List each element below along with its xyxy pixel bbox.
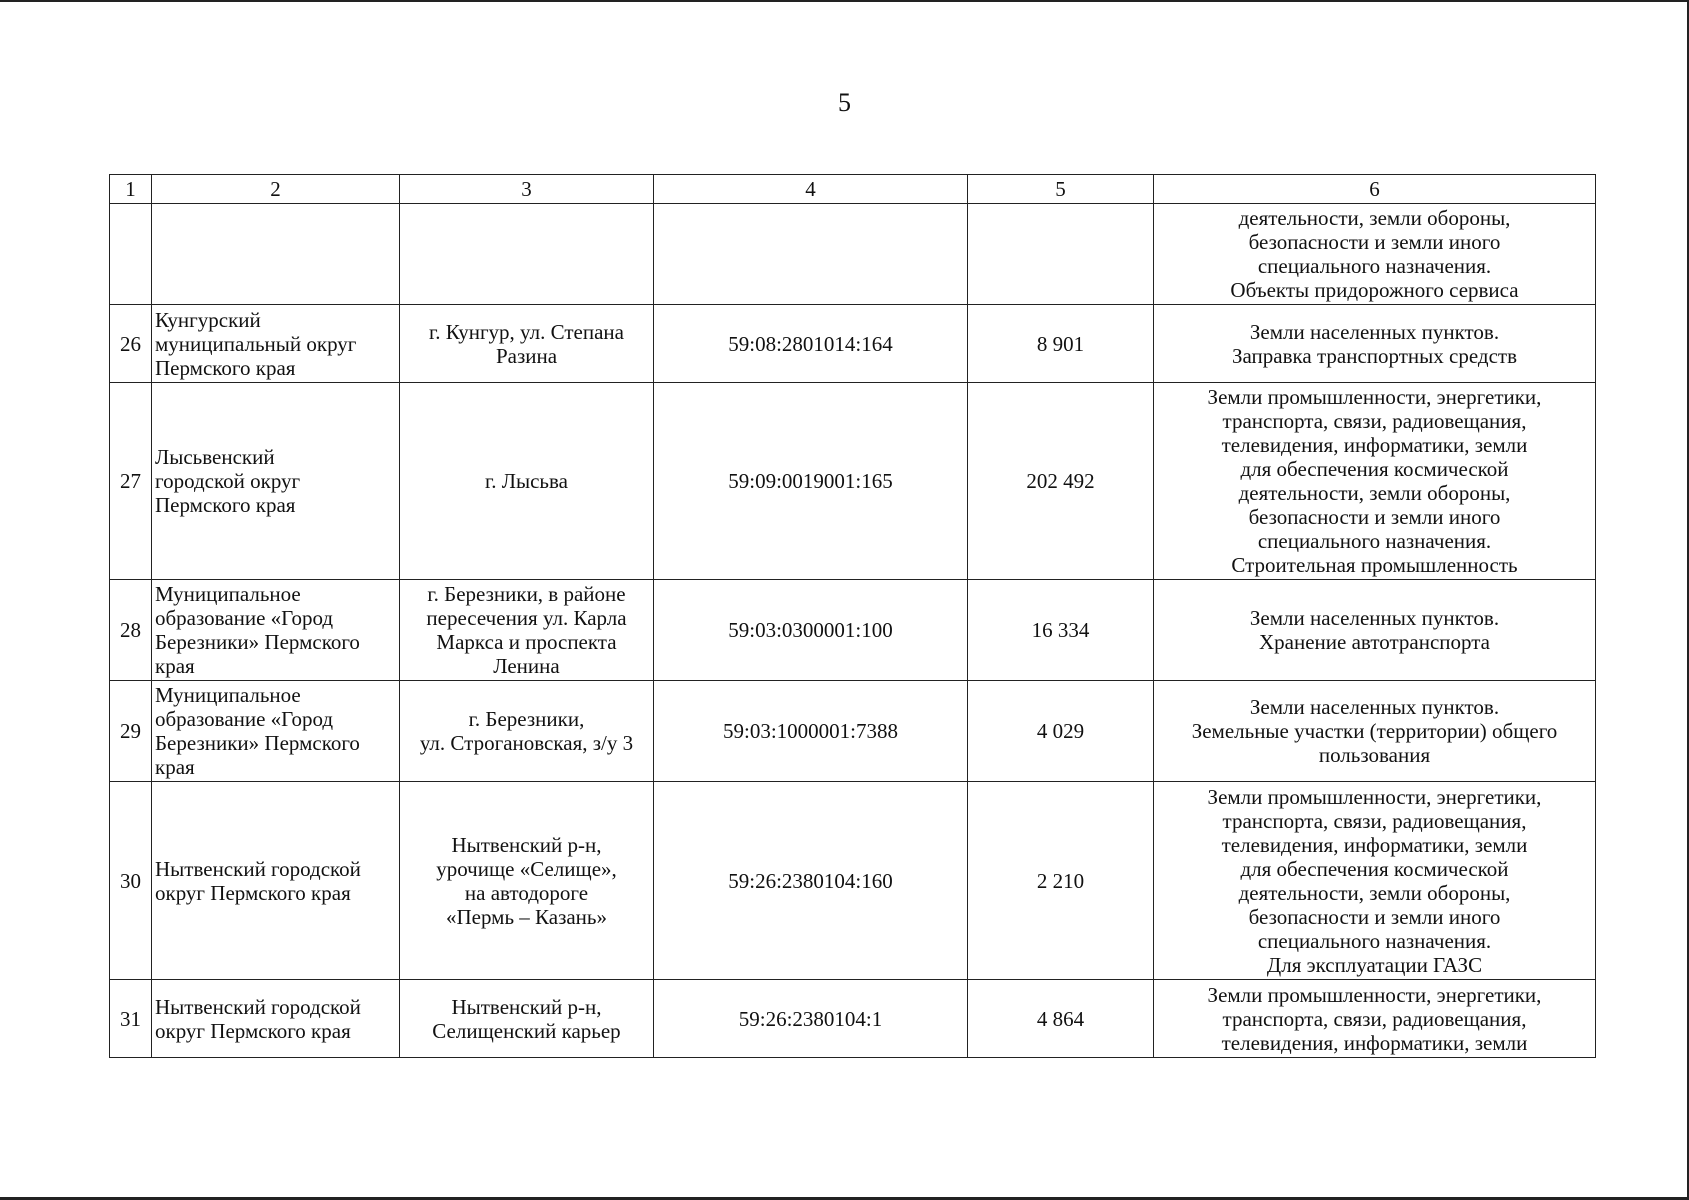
column-header: 6 (1154, 175, 1596, 204)
purpose-cell-line: безопасности и земли иного (1248, 904, 1501, 929)
purpose-cell-line: Земли промышленности, энергетики, (1207, 385, 1542, 409)
purpose-cell-line: телевидения, информатики, земли (1221, 1030, 1528, 1055)
cadastral-number-cell (654, 204, 968, 305)
table-row (110, 580, 1596, 681)
municipality-cell-line: Нытвенский городской (155, 994, 361, 1019)
location-cell-line: г. Лысьва (485, 469, 568, 493)
row-number: 31 (110, 980, 152, 1058)
purpose-cell-line: Земли промышленности, энергетики, (1207, 784, 1542, 809)
area-cell: 16 334 (968, 580, 1154, 681)
municipality-cell-line: Муниципальное (155, 582, 301, 606)
area-cell: 8 901 (968, 305, 1154, 383)
column-header: 5 (968, 175, 1154, 204)
purpose-cell-line: Строительная промышленность (1231, 553, 1518, 577)
location-cell-line: пересечения ул. Карла (426, 606, 627, 630)
column-header: 3 (400, 175, 654, 204)
municipality-cell (152, 580, 400, 681)
location-cell (400, 782, 654, 980)
municipality-cell-line: Пермского края (155, 355, 296, 380)
location-cell-line: Ленина (493, 654, 560, 678)
purpose-cell-line: Для эксплуатации ГАЗС (1266, 952, 1483, 977)
purpose-cell (1154, 305, 1596, 383)
location-cell-line: г. Березники, в районе (427, 582, 626, 606)
municipality-cell-line: Кунгурский (155, 307, 261, 332)
municipality-cell-line: края (155, 755, 195, 779)
location-cell-line: Селищенский карьер (432, 1018, 621, 1043)
purpose-cell-line: Объекты придорожного сервиса (1230, 278, 1519, 302)
location-cell (400, 681, 654, 782)
purpose-cell-line: телевидения, информатики, земли (1221, 832, 1528, 857)
location-cell-line: Нытвенский р-н, (451, 832, 602, 857)
municipality-cell-line: Пермского края (155, 493, 296, 517)
purpose-cell-line: специального назначения. (1257, 254, 1492, 278)
row-number: 27 (110, 383, 152, 580)
purpose-cell-line: деятельности, земли обороны, (1238, 481, 1511, 505)
municipality-cell (152, 980, 400, 1058)
purpose-cell-line: Земельные участки (территории) общего (1191, 719, 1558, 743)
table-row (110, 782, 1596, 980)
column-header: 4 (654, 175, 968, 204)
municipality-cell (152, 681, 400, 782)
purpose-cell-line: для обеспечения космической (1240, 457, 1509, 481)
purpose-cell-line: Земли населенных пунктов. (1249, 695, 1500, 719)
municipality-cell (152, 305, 400, 383)
column-header: 1 (110, 175, 152, 204)
purpose-cell-line: телевидения, информатики, земли (1221, 433, 1528, 457)
location-cell-line: урочище «Селище», (436, 856, 617, 881)
row-number (110, 204, 152, 305)
area-cell: 2 210 (968, 782, 1154, 980)
cadastral-number-cell: 59:26:2380104:160 (654, 782, 968, 980)
page-border-top (0, 0, 1689, 2)
page-number: 5 (838, 88, 851, 117)
cadastral-number-cell: 59:03:0300001:100 (654, 580, 968, 681)
purpose-cell (1154, 782, 1596, 980)
purpose-cell-line: для обеспечения космической (1240, 856, 1509, 881)
municipality-cell-line: края (155, 654, 195, 678)
table-row (110, 305, 1596, 383)
purpose-cell-line: Земли населенных пунктов. (1249, 319, 1500, 344)
area-cell: 4 864 (968, 980, 1154, 1058)
area-cell: 4 029 (968, 681, 1154, 782)
table-row (110, 383, 1596, 580)
purpose-cell-line: безопасности и земли иного (1248, 230, 1501, 254)
purpose-cell-line: Хранение автотранспорта (1259, 630, 1490, 654)
location-cell-line: Нытвенский р-н, (451, 994, 602, 1019)
table-row (110, 980, 1596, 1058)
column-header: 2 (152, 175, 400, 204)
municipality-cell-line: образование «Город (155, 707, 334, 731)
purpose-cell-line: Заправка транспортных средств (1231, 343, 1517, 368)
municipality-cell-line: Нытвенский городской (155, 856, 361, 881)
municipality-cell-line: муниципальный округ (155, 331, 357, 356)
purpose-cell-line: Земли населенных пунктов. (1249, 606, 1500, 630)
purpose-cell-line: специального назначения. (1257, 529, 1492, 553)
purpose-cell-line: специального назначения. (1257, 928, 1492, 953)
municipality-cell (152, 204, 400, 305)
municipality-cell-line: округ Пермского края (155, 1018, 351, 1043)
municipality-cell-line: образование «Город (155, 606, 334, 630)
location-cell-line: г. Березники, (468, 707, 585, 731)
table-row (110, 204, 1596, 305)
table-row (110, 681, 1596, 782)
area-cell (968, 204, 1154, 305)
municipality-cell (152, 383, 400, 580)
purpose-cell-line: пользования (1318, 743, 1431, 767)
purpose-cell-line: транспорта, связи, радиовещания, (1222, 1006, 1527, 1031)
location-cell (400, 980, 654, 1058)
purpose-cell (1154, 980, 1596, 1058)
location-cell-line: Разина (495, 343, 558, 368)
purpose-cell-line: Земли промышленности, энергетики, (1207, 982, 1542, 1007)
location-cell-line: «Пермь – Казань» (445, 904, 608, 929)
location-cell (400, 383, 654, 580)
purpose-cell (1154, 681, 1596, 782)
purpose-cell (1154, 204, 1596, 305)
purpose-cell-line: деятельности, земли обороны, (1238, 880, 1511, 905)
location-cell-line: на автодороге (464, 880, 589, 905)
municipality-cell-line: Лысьвенский (155, 445, 275, 469)
location-cell-line: Маркса и проспекта (436, 630, 617, 654)
location-cell-line: г. Кунгур, ул. Степана (429, 319, 624, 344)
municipality-cell-line: Березники» Пермского (155, 630, 360, 654)
cadastral-number-cell: 59:08:2801014:164 (654, 305, 968, 383)
purpose-cell (1154, 383, 1596, 580)
row-number: 26 (110, 305, 152, 383)
table-header-row (110, 175, 1596, 204)
purpose-cell-line: транспорта, связи, радиовещания, (1222, 808, 1527, 833)
purpose-cell-line: безопасности и земли иного (1248, 505, 1501, 529)
area-cell: 202 492 (968, 383, 1154, 580)
location-cell (400, 580, 654, 681)
cadastral-number-cell: 59:09:0019001:165 (654, 383, 968, 580)
municipality-cell-line: Березники» Пермского (155, 731, 360, 755)
row-number: 28 (110, 580, 152, 681)
land-plots-table (109, 174, 1596, 1058)
location-cell (400, 305, 654, 383)
municipality-cell-line: округ Пермского края (155, 880, 351, 905)
row-number: 29 (110, 681, 152, 782)
row-number: 30 (110, 782, 152, 980)
municipality-cell (152, 782, 400, 980)
purpose-cell-line: деятельности, земли обороны, (1238, 206, 1511, 230)
municipality-cell-line: городской округ (155, 469, 301, 493)
purpose-cell-line: транспорта, связи, радиовещания, (1222, 409, 1527, 433)
location-cell (400, 204, 654, 305)
municipality-cell-line: Муниципальное (155, 683, 301, 707)
purpose-cell (1154, 580, 1596, 681)
cadastral-number-cell: 59:03:1000001:7388 (654, 681, 968, 782)
location-cell-line: ул. Строгановская, з/у 3 (419, 731, 634, 755)
cadastral-number-cell: 59:26:2380104:1 (654, 980, 968, 1058)
